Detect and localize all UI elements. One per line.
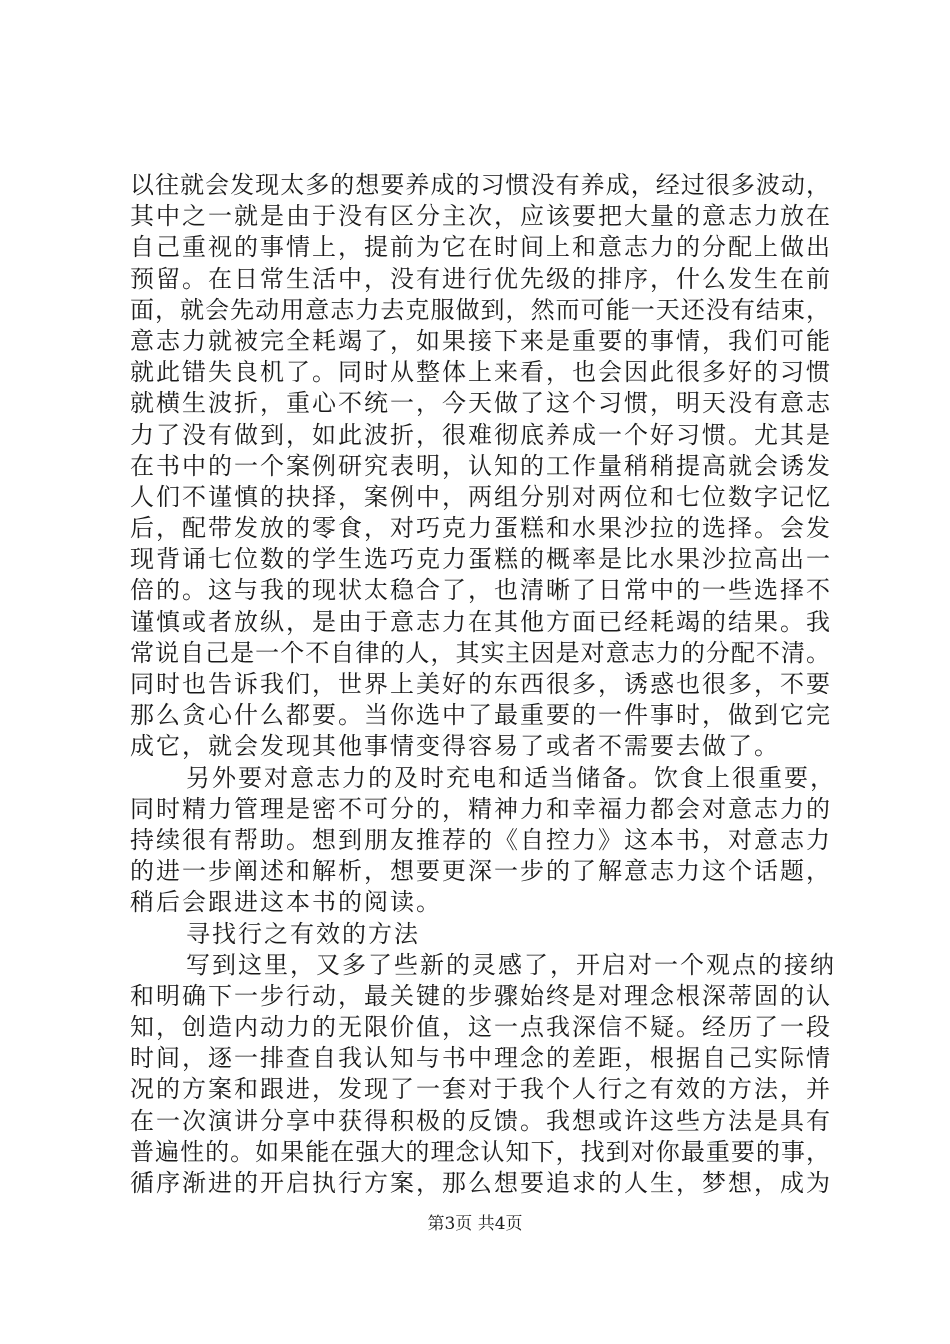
text-line: 后，配带发放的零食，对巧克力蛋糕和水果沙拉的选择。会发 <box>130 514 830 543</box>
text-line: 同时也告诉我们，世界上美好的东西很多，诱惑也很多，不要 <box>130 670 830 698</box>
text-line: 预留。在日常生活中，没有进行优先级的排序，什么发生在前 <box>130 264 830 293</box>
text-line: 以往就会发现太多的想要养成的习惯没有养成，经过很多波动， <box>130 171 830 199</box>
text-line: 意志力就被完全耗竭了，如果接下来是重要的事情，我们可能 <box>130 326 830 355</box>
text-line: 现背诵七位数的学生选巧克力蛋糕的概率是比水果沙拉高出一 <box>130 545 830 574</box>
text-line: 力了没有做到，如此波折，很难彻底养成一个好习惯。尤其是 <box>130 420 830 449</box>
text-line: 的进一步阐述和解析，想要更深一步的了解意志力这个话题， <box>130 857 830 886</box>
text-line: 自己重视的事情上，提前为它在时间上和意志力的分配上做出 <box>130 233 830 262</box>
text-line: 人们不谨慎的抉择，案例中，两组分别对两位和七位数字记忆 <box>130 482 830 511</box>
text-line: 在书中的一个案例研究表明，认知的工作量稍稍提高就会诱发 <box>130 451 830 480</box>
paragraph-start-line: 写到这里，又多了些新的灵感了，开启对一个观点的接纳 <box>186 950 836 979</box>
body-text <box>130 170 836 1199</box>
text-line: 那么贪心什么都要。当你选中了最重要的一件事时，做到它完 <box>130 701 830 730</box>
text-line: 同时精力管理是密不可分的，精神力和幸福力都会对意志力的 <box>130 794 830 823</box>
text-line: 在一次演讲分享中获得积极的反馈。我想或许这些方法是具有 <box>130 1106 830 1135</box>
text-line: 知，创造内动力的无限价值，这一点我深信不疑。经历了一段 <box>130 1013 830 1042</box>
text-line: 普遍性的。如果能在强大的理念认知下，找到对你最重要的事， <box>130 1137 830 1166</box>
text-line: 其中之一就是由于没有区分主次，应该要把大量的意志力放在 <box>130 202 830 231</box>
paragraph-start-line: 另外要对意志力的及时充电和适当储备。饮食上很重要， <box>186 763 836 792</box>
text-line: 谨慎或者放纵，是由于意志力在其他方面已经耗竭的结果。我 <box>130 607 830 636</box>
text-line: 持续很有帮助。想到朋友推荐的《自控力》这本书，对意志力 <box>130 825 830 854</box>
text-line: 时间，逐一排查自我认知与书中理念的差距，根据自己实际情 <box>130 1044 830 1073</box>
text-line: 稍后会跟进这本书的阅读。 <box>130 888 442 917</box>
text-line: 和明确下一步行动，最关键的步骤始终是对理念根深蒂固的认 <box>130 981 830 1010</box>
text-line: 循序渐进的开启执行方案，那么想要追求的人生，梦想，成为 <box>130 1169 830 1197</box>
text-line: 倍的。这与我的现状太稳合了，也清晰了日常中的一些选择不 <box>130 576 830 605</box>
page-number: 第3页 共4页 <box>427 1214 523 1234</box>
text-line: 成它，就会发现其他事情变得容易了或者不需要去做了。 <box>130 732 780 761</box>
text-line: 就此错失良机了。同时从整体上来看，也会因此很多好的习惯 <box>130 358 830 387</box>
section-heading: 寻找行之有效的方法 <box>186 919 420 948</box>
text-line: 就横生波折，重心不统一，今天做了这个习惯，明天没有意志 <box>130 389 830 418</box>
text-line: 况的方案和跟进，发现了一套对于我个人行之有效的方法，并 <box>130 1075 830 1104</box>
text-line: 面，就会先动用意志力去克服做到，然而可能一天还没有结束， <box>130 295 830 324</box>
text-line: 常说自己是一个不自律的人，其实主因是对意志力的分配不清。 <box>130 638 830 667</box>
